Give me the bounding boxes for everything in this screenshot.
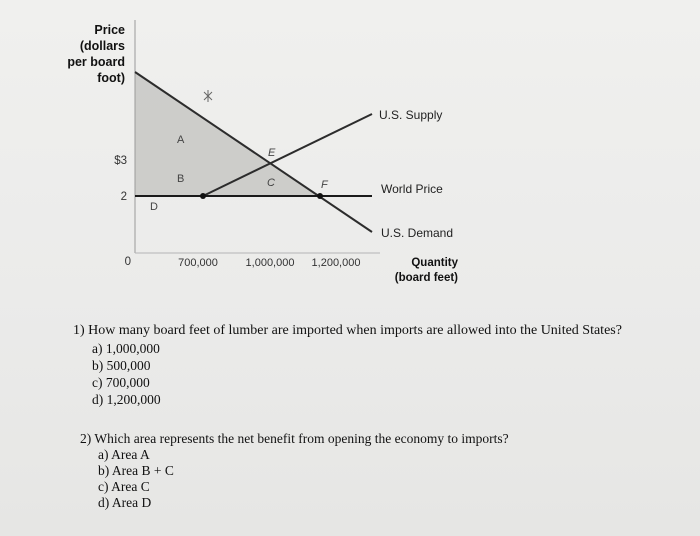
question-1-option: c) 700,000: [92, 375, 150, 390]
area-label: C: [267, 177, 275, 189]
question-1-option: a) 1,000,000: [92, 341, 160, 356]
y-axis-title-line: per board: [67, 55, 125, 69]
series-label: World Price: [381, 182, 443, 196]
y-axis-title-line: Price: [94, 23, 125, 37]
question-2-option: a) Area A: [98, 447, 150, 462]
x-tick-label: 1,200,000: [311, 257, 361, 269]
question-1-option: d) 1,200,000: [92, 392, 161, 407]
area-label: A: [177, 134, 185, 146]
series-label: U.S. Demand: [381, 226, 454, 240]
y-tick-label: $3: [114, 155, 127, 167]
cursor-mark-icon: [204, 90, 212, 102]
x-tick-label: 1,000,000: [245, 257, 295, 269]
question-2-text: 2) Which area represents the net benefit from opening the economy to imports?: [80, 431, 509, 446]
point-label: F: [321, 179, 328, 191]
x-axis-title-line: Quantity: [411, 257, 458, 269]
y-axis-title-line: foot): [97, 71, 125, 85]
y-axis-title-line: (dollars: [79, 39, 125, 53]
point-label: E: [268, 147, 276, 159]
area-label: D: [150, 201, 158, 213]
area-label: B: [177, 173, 185, 185]
question-1-option: b) 500,000: [92, 358, 151, 373]
series-label: U.S. Supply: [379, 108, 443, 122]
x-tick-label: 700,000: [178, 257, 218, 269]
question-2-option: c) Area C: [98, 479, 150, 494]
question-2-option: d) Area D: [98, 495, 152, 510]
question-2-option: b) Area B + C: [98, 463, 174, 478]
point-dot: [200, 193, 206, 199]
y-tick-label: 2: [120, 191, 127, 203]
point-dot: [317, 193, 323, 199]
y-tick-label: 0: [124, 256, 131, 268]
x-axis-title-line: (board feet): [394, 272, 458, 284]
question-1-text: 1) How many board feet of lumber are imported when imports are allowed into the United States?: [73, 323, 622, 338]
